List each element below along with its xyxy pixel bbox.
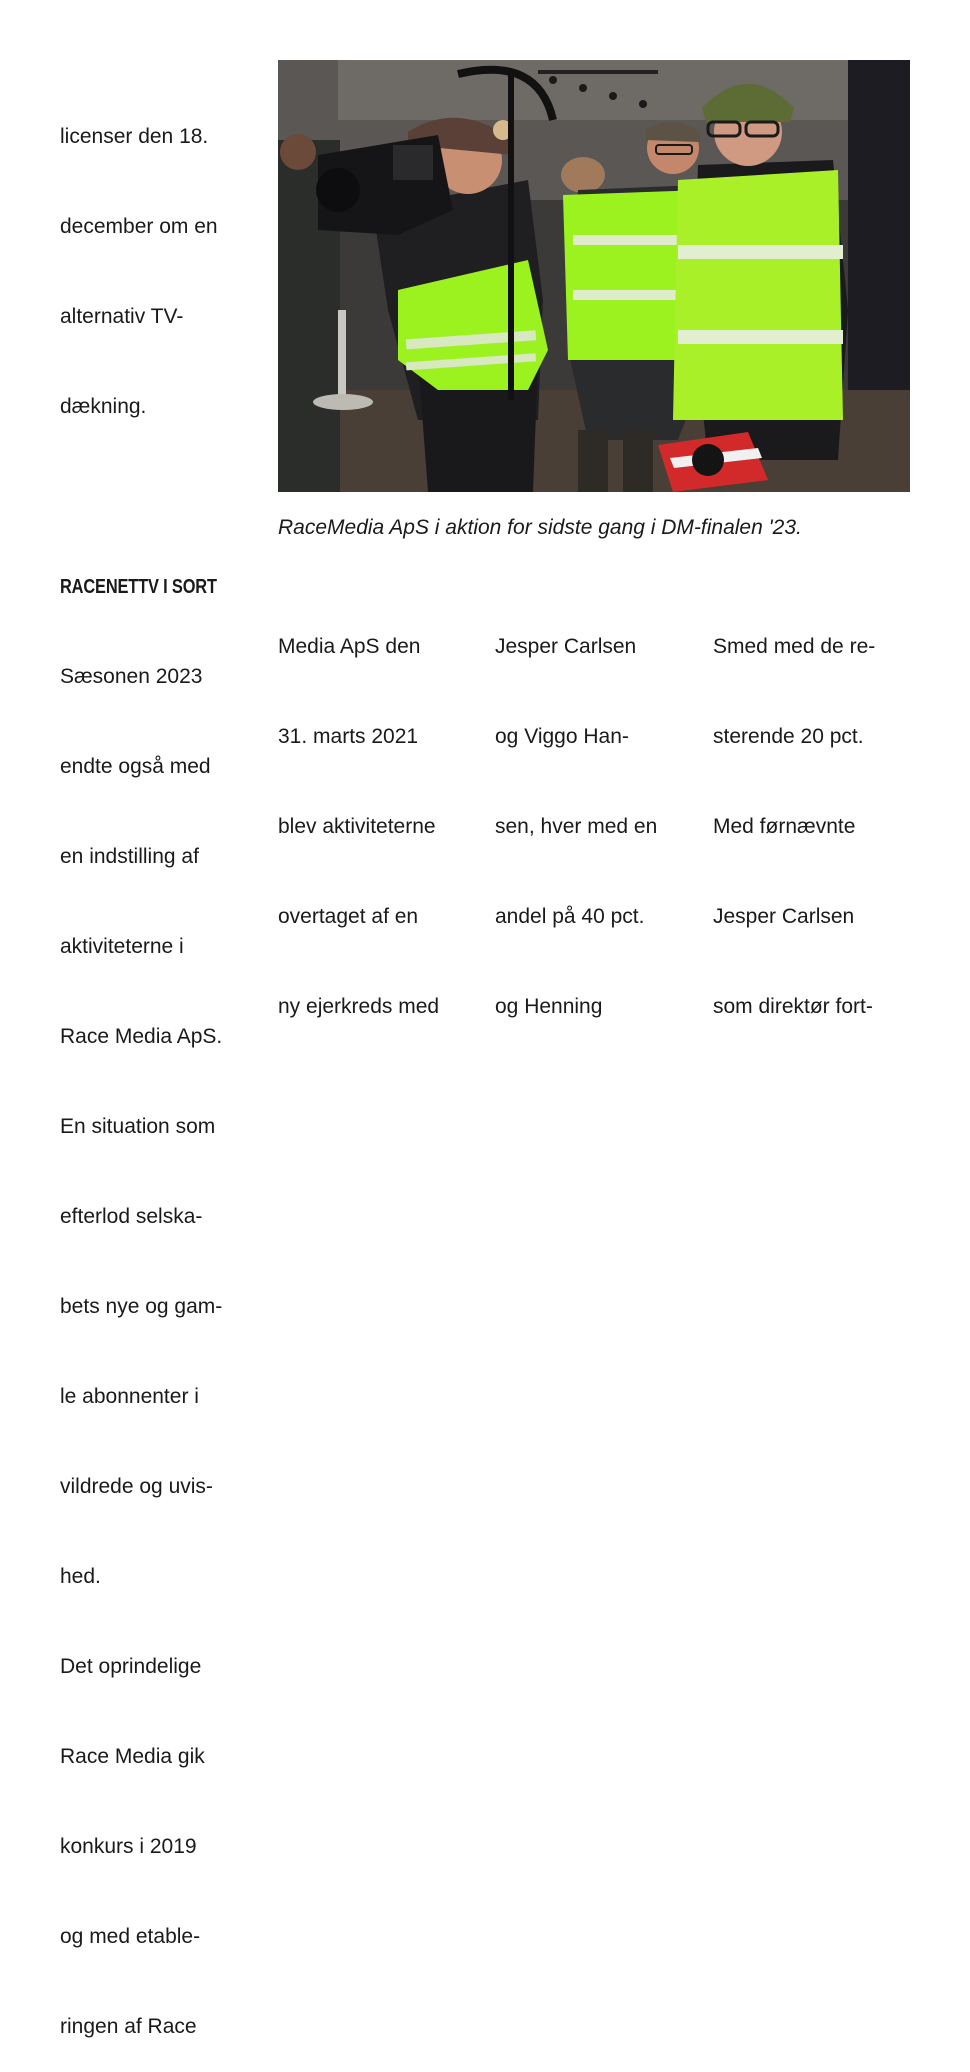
news-photo: [278, 60, 910, 492]
text-line: dækning.: [60, 395, 147, 418]
text-line: sterende 20 pct.: [713, 725, 864, 748]
text-line: le abonnenter i: [60, 1385, 199, 1408]
paragraph-gap: [60, 482, 265, 512]
article-column-3: [495, 572, 700, 1052]
photo-caption: RaceMedia ApS i aktion for sidste gang i DM-finalen '23.: [278, 516, 802, 539]
text-line: Jesper Carlsen: [713, 905, 855, 928]
text-line: Race Media ApS.: [60, 1025, 223, 1048]
text-line: endte også med: [60, 755, 211, 778]
text-line: andel på 40 pct.: [495, 905, 645, 928]
text-line: 31. marts 2021: [278, 725, 419, 748]
subheading: RACENETTV I SORT: [60, 576, 217, 598]
text-line: og Henning: [495, 995, 603, 1018]
text-line: som direktør fort-: [713, 995, 873, 1018]
text-line: Media ApS den: [278, 635, 421, 658]
text-line: hed.: [60, 1565, 101, 1588]
text-line: sen, hver med en: [495, 815, 658, 838]
text-line: Det oprindelige: [60, 1655, 202, 1678]
text-line: En situation som: [60, 1115, 216, 1138]
text-line: ny ejerkreds med: [278, 995, 440, 1018]
text-line: Sæsonen 2023: [60, 665, 203, 688]
text-line: og med etable-: [60, 1925, 201, 1948]
text-line: konkurs i 2019: [60, 1835, 197, 1858]
text-line: aktiviteterne i: [60, 935, 184, 958]
text-line: licenser den 18.: [60, 125, 209, 148]
text-line: bets nye og gam-: [60, 1295, 223, 1318]
text-line: ringen af Race: [60, 2015, 197, 2038]
text-line: overtaget af en: [278, 905, 419, 928]
text-line: Med førnævnte: [713, 815, 856, 838]
text-line: en indstilling af: [60, 845, 199, 868]
text-line: Race Media gik: [60, 1745, 205, 1768]
text-line: efterlod selska-: [60, 1205, 203, 1228]
text-line: alternativ TV-: [60, 305, 184, 328]
text-line: Jesper Carlsen: [495, 635, 637, 658]
article-column-4: [713, 572, 918, 1052]
article-column-2: [278, 572, 483, 1052]
text-line: december om en: [60, 215, 218, 238]
text-line: og Viggo Han-: [495, 725, 629, 748]
text-line: Smed med de re-: [713, 635, 876, 658]
article-column-1: [60, 62, 265, 2072]
text-line: blev aktiviteterne: [278, 815, 436, 838]
text-line: vildrede og uvis-: [60, 1475, 213, 1498]
